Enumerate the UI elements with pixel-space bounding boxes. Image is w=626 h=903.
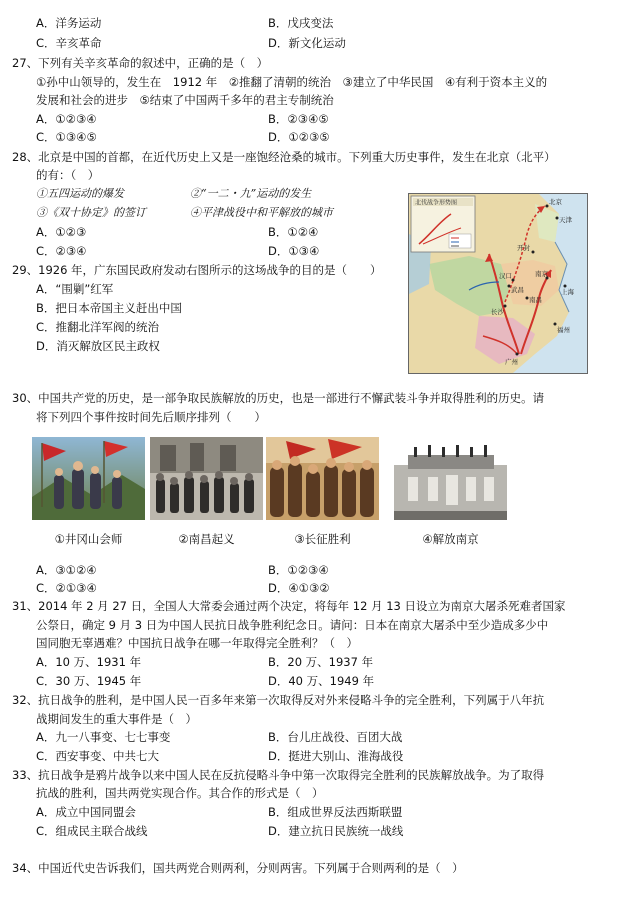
q26-option-a: A．洋务运动 — [36, 16, 102, 30]
q33-stem-line2: 抗战的胜利，国共两党实现合作。其合作的形式是（ ） — [36, 786, 324, 800]
photo-caption: ③长征胜利 — [294, 532, 351, 546]
q32-option-d: D．挺进大别山、淮海战役 — [268, 749, 404, 763]
q31-option-b: B．20 万、1937 年 — [268, 655, 374, 669]
q28-stem-line1: 28、北京是中国的首都，在近代历史上又是一座饱经沧桑的城市。下列重大历史事件，发生在北京（北平） — [12, 150, 556, 164]
q31-option-d: D．40 万、1949 年 — [268, 674, 375, 688]
q29-option-d: D．消灭解放区民主政权 — [36, 339, 160, 353]
map-city-label: 开封 — [517, 244, 530, 252]
q28-item-1: ①五四运动的爆发 — [36, 187, 124, 200]
photo-caption: ④解放南京 — [422, 532, 479, 546]
q34-stem: 34、中国近代史告诉我们，国共两党合则两利，分则两害。下列属于合则两利的是（ ） — [12, 861, 464, 875]
q33-stem-line1: 33、抗日战争是鸦片战争以来中国人民在反抗侵略斗争中第一次取得完全胜利的民族解放战争。为了取得 — [12, 768, 545, 782]
q30-option-a: A．③①②④ — [36, 563, 97, 577]
q30-stem-line2: 将下列四个事件按时间先后顺序排列（ ） — [36, 410, 266, 424]
northern-expedition-map — [408, 193, 588, 374]
q29-option-b: B．把日本帝国主义赶出中国 — [36, 301, 182, 315]
q33-option-a: A．成立中国同盟会 — [36, 805, 136, 819]
q26-option-b: B．戊戌变法 — [268, 16, 334, 30]
photo-caption: ①井冈山会师 — [54, 532, 123, 546]
map-inset-title: 北伐战争形势图 — [415, 199, 458, 207]
q30-option-b: B．①②③④ — [268, 563, 329, 577]
q26-option-c: C．辛亥革命 — [36, 36, 102, 50]
q28-item-2: ②“一二・九”运动的发生 — [190, 187, 312, 200]
q32-stem-line2: 战期间发生的重大事件是（ ） — [36, 712, 197, 726]
q27-option-a: A．①②③④ — [36, 112, 97, 126]
q31-stem-line3: 国同胞无辜遇难？中国抗日战争在哪一年取得完全胜利？（ ） — [36, 636, 358, 650]
map-city-label: 福州 — [557, 326, 570, 334]
map-city-label: 天津 — [559, 216, 572, 224]
photo-caption: ②南昌起义 — [178, 532, 235, 546]
q31-option-c: C．30 万、1945 年 — [36, 674, 142, 688]
q32-option-b: B．台儿庄战役、百团大战 — [268, 730, 403, 744]
q27-option-c: C．①③④⑤ — [36, 130, 97, 144]
map-city-label: 北京 — [549, 198, 562, 206]
q26-option-d: D．新文化运动 — [268, 36, 346, 50]
q32-stem-line1: 32、抗日战争的胜利，是中国人民一百多年来第一次取得反对外来侵略斗争的完全胜利，下列属于八年抗 — [12, 693, 545, 707]
q31-option-a: A．10 万、1931 年 — [36, 655, 142, 669]
q30-option-c: C．②①③④ — [36, 581, 97, 595]
map-city-label: 武昌 — [511, 286, 524, 294]
photo-jinggangshan — [32, 437, 145, 520]
q32-option-a: A．九一八事变、七七事变 — [36, 730, 171, 744]
q28-option-b: B．①②④ — [268, 225, 319, 239]
map-city-label: 上海 — [561, 288, 574, 296]
q27-stem: 27、下列有关辛亥革命的叙述中，正确的是（ ） — [12, 56, 269, 70]
q30-stem-line1: 30、中国共产党的历史，是一部争取民族解放的历史，也是一部进行不懈武装斗争并取得胜利的历史。请 — [12, 391, 545, 405]
q28-option-c: C．②③④ — [36, 244, 87, 258]
map-city-label: 汉口 — [499, 272, 512, 280]
q27-items-line1: ①孙中山领导的，发生在 1912 年 ②推翻了清朝的统治 ③建立了中华民国 ④有利于资本主义的 — [36, 75, 548, 89]
photo-nanchang-uprising — [150, 437, 263, 520]
q30-option-d: D．④①③② — [268, 581, 330, 595]
map-city-label: 长沙 — [491, 308, 504, 316]
photo-long-march-victory — [266, 437, 379, 520]
q31-stem-line1: 31、2014 年 2 月 27 日，全国人大常委会通过两个决定，将每年 12 月 13 日设立为南京大屠杀死难者国家 — [12, 599, 566, 613]
map-city-label: 南京 — [535, 270, 548, 278]
q29-option-c: C．推翻北洋军阀的统治 — [36, 320, 160, 334]
q27-option-d: D．①②③⑤ — [268, 130, 330, 144]
q31-stem-line2: 公祭日，确定 9 月 3 日为中国人民抗日战争胜利纪念日。请问：日本在南京大屠杀中至少造成多少中 — [36, 618, 549, 632]
q29-option-a: A．“围剿”红军 — [36, 282, 114, 296]
photo-liberation-of-nanjing — [394, 437, 507, 520]
map-city-label: 南昌 — [529, 296, 542, 304]
q28-option-d: D．①③④ — [268, 244, 320, 258]
q33-option-b: B．组成世界反法西斯联盟 — [268, 805, 403, 819]
q28-stem-line2: 的有：（ ） — [36, 168, 100, 182]
q28-option-a: A．①②③ — [36, 225, 87, 239]
q27-option-b: B．②③④⑤ — [268, 112, 329, 126]
q28-item-3: ③《双十协定》的签订 — [36, 206, 146, 219]
q27-items-line2: 发展和社会的进步 ⑤结束了中国两千多年的君主专制统治 — [36, 93, 334, 107]
q33-option-d: D．建立抗日民族统一战线 — [268, 824, 404, 838]
q33-option-c: C．组成民主联合战线 — [36, 824, 148, 838]
q32-option-c: C．西安事变、中共七大 — [36, 749, 160, 763]
map-city-label: 广州 — [505, 358, 518, 366]
q28-item-4: ④平津战役中和平解放的城市 — [190, 206, 333, 219]
q29-stem: 29、1926 年，广东国民政府发动右图所示的这场战争的目的是（ ） — [12, 263, 382, 277]
